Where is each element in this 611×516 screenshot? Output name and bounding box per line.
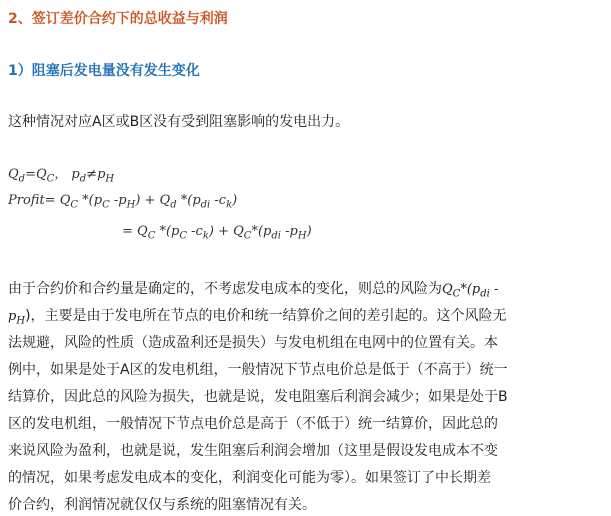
paragraph-line: 结算价，因此总的风险为损失，也就是说，发电阻塞后利润会减少；如果是处于B [8, 389, 508, 405]
paragraph-line: 的情况，如果考虑发电成本的变化，利润变化可能为零）。如果签订了中长期差 [8, 470, 491, 486]
paragraph-line: 法规避，风险的性质（造成盈利还是损失）与发电机组在电网中的位置有关。本 [8, 335, 498, 351]
profit-equation: Profit= $Q_C$ $*(p_C$ $-p_H) + Q_d$ $*(p_{di}$ $-c_k$) [8, 193, 238, 211]
paragraph-line: 例中，如果是处于A区的发电机组，一般情况下节点电价总是低于（不高于）统一 [8, 362, 508, 378]
paragraph-line: 来说风险为盈利，也就是说，发生阻塞后利润会增加（这里是假设发电成本不变 [8, 443, 498, 459]
intro-text: 这种情况对应A区或B区没有受到阻塞影响的发电出力。 [8, 114, 350, 130]
paragraph-line: 由于合约价和合约量是确定的，不考虑发电成本的变化，则总的风险为$Q_C*(p_{di}$ - [8, 281, 499, 300]
profit-equation-continued: = $Q_C$ $*(p_C$ $-c_k) + Q_C*(p_{di}$ $-p_H$) [122, 224, 312, 242]
sub-title: 1）阻塞后发电量没有发生变化 [8, 63, 200, 79]
paragraph-line: $p_H$)，主要是由于发电所在节点的电价和统一结算价之间的差引起的。这个风险无 [8, 308, 507, 327]
paragraph-line: 区的发电机组，一般情况下节点电价总是高于（不低于）统一结算价，因此总的 [8, 416, 498, 432]
section-title: 2、签订差价合约下的总收益与利润 [8, 11, 228, 27]
condition-equation: $Q_d=Q_C$， $p_d\ne p_H$ [8, 167, 115, 185]
paragraph-line: 价合约，利润情况就仅仅与系统的阻塞情况有关。 [8, 497, 316, 513]
